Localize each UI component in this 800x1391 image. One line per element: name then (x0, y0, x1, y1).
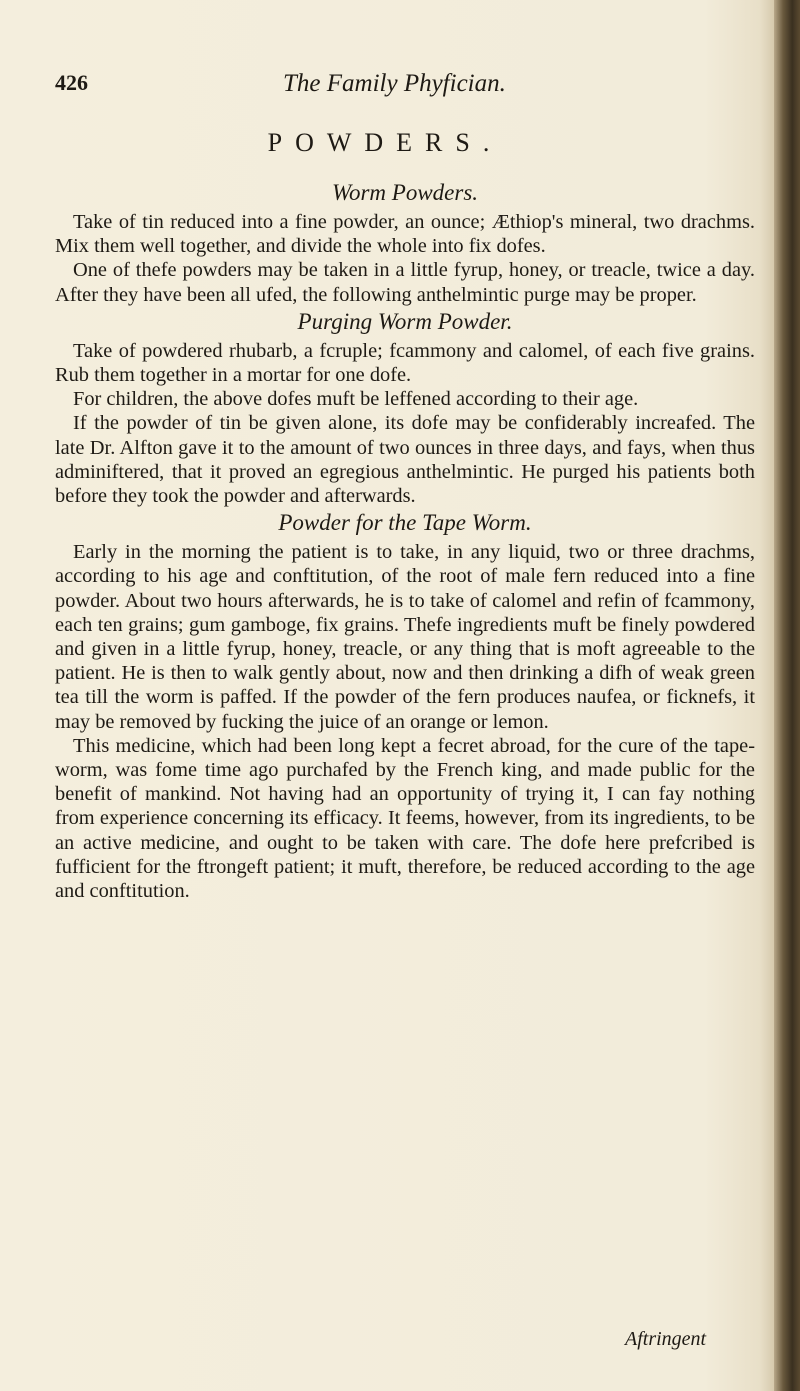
section-title: POWDERS. (267, 128, 503, 157)
catchword: Aftringent (625, 1328, 707, 1350)
heading-worm-powders: Worm Powders. (331, 180, 479, 205)
paragraph: For children, the above dofes muft be leffened according to their age. (73, 388, 639, 411)
book-binding-edge (774, 0, 800, 1391)
paragraph: If the powder of tin be given alone, its dofe may be confiderably increafed. The late Dr. Alfton gave it to the amount of two ounces in three days, and fays, when thus adminiftered, that it proved an egregious anthelmintic. He purged his patients both before they took the powder and afterwards. (55, 412, 755, 508)
paragraph: Take of tin reduced into a fine powder, an ounce; Æthiop's mineral, two drachms. Mix them well together, and divide the whole into fix dofes. (55, 211, 755, 258)
paragraph: One of thefe powders may be taken in a little fyrup, honey, or treacle, twice a day. After they have been all ufed, the following anthelmintic purge may be proper. (55, 259, 755, 306)
running-title: The Family Phyfician. (283, 70, 506, 97)
page-number: 426 (55, 70, 88, 95)
paragraph: Early in the morning the patient is to take, in any liquid, two or three drachms, according to his age and conftitution, of the root of male fern reduced into a fine powder. About two hours afterwards, he is to take of calomel and refin of fcammony, each ten grains; gum gamboge, fix grains. Thefe ingredients muft be finely powdered and given in a little fyrup, honey, treacle, or any thing that is moft agreeable to the patient. He is then to walk gently about, now and then drinking a difh of weak green tea till the worm is paffed. If the powder of the fern produces naufea, or ficknefs, it may be removed by fucking the juice of an orange or lemon. (55, 541, 755, 733)
paragraph: Take of powdered rhubarb, a fcruple; fcammony and calomel, of each five grains. Rub them together in a mortar for one dofe. (55, 339, 755, 387)
page-header (55, 70, 755, 110)
heading-tape-worm-powder: Powder for the Tape Worm. (278, 510, 532, 536)
page-body (55, 178, 755, 903)
paragraph: This medicine, which had been long kept a fecret abroad, for the cure of the tape-worm, was fome time ago purchafed by the French king, and made public for the benefit of mankind. Not having had an opportunity of trying it, I can fay nothing from experience concerning its efficacy. It feems, however, from its ingredients, to be an active medicine, and ought to be taken with care. The dofe here prefcribed is fufficient for the ftrongeft patient; it muft, therefore, be reduced according to the age and conftitution. (55, 734, 755, 903)
heading-purging-worm-powder: Purging Worm Powder. (297, 308, 513, 334)
